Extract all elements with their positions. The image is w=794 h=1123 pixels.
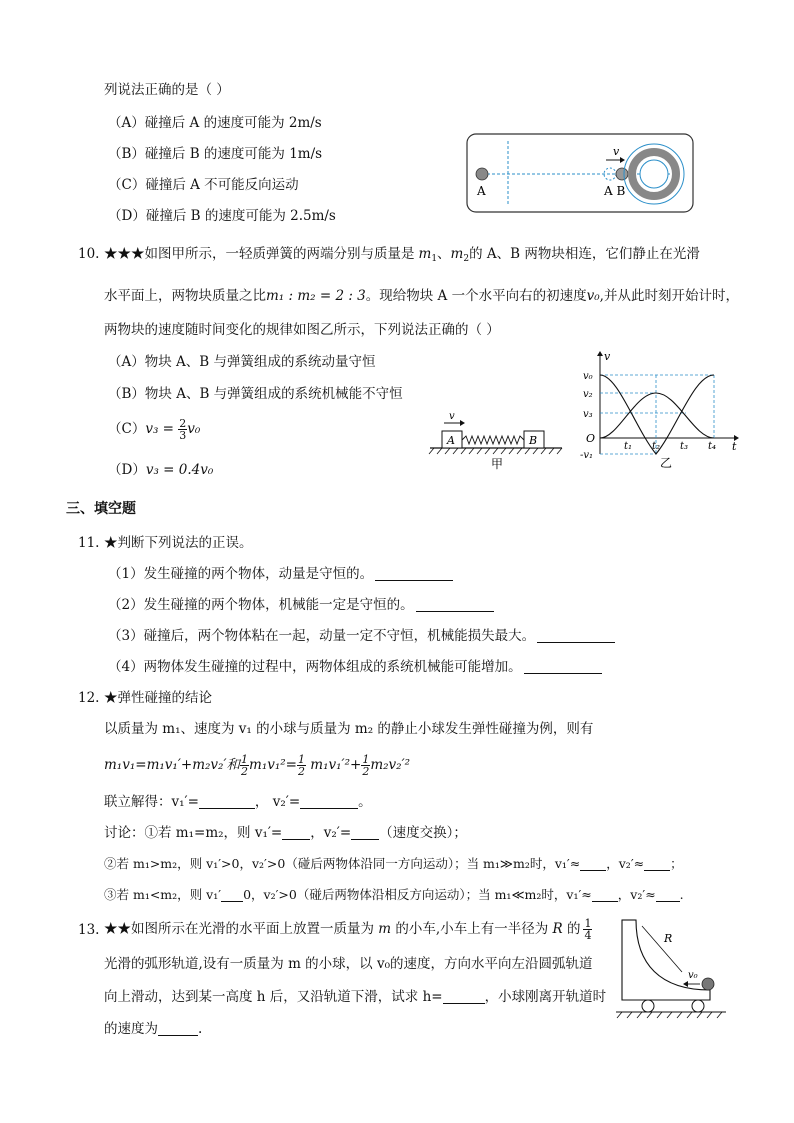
yi-origin: O — [586, 432, 596, 445]
q9-collision-figure — [466, 133, 696, 213]
answer-blank[interactable] — [580, 856, 606, 871]
jia-v-label: v — [449, 411, 455, 422]
answer-blank[interactable] — [158, 1021, 198, 1036]
jia-a-label: A — [447, 434, 455, 447]
yi-tick-v2: v₂ — [583, 389, 593, 400]
q13-line2: 光滑的弧形轨道,设有一质量为 m 的小球，以 v₀的速度，方向水平向左沿圆弧轨道 — [104, 956, 593, 972]
answer-blank[interactable] — [592, 887, 618, 902]
q12-title: ★弹性碰撞的结论 — [104, 690, 212, 706]
q11-item-1: （1）发生碰撞的两个物体，动量是守恒的。 — [108, 564, 453, 584]
yi-tick-neg-v1: -v₁ — [580, 450, 594, 461]
wheel-right-icon — [692, 1000, 704, 1012]
q9-option-d: （D）碰撞后 B 的速度可能为 2.5m/s — [108, 208, 336, 224]
ball-a-icon — [476, 168, 488, 180]
answer-blank[interactable] — [537, 628, 615, 643]
q12-line1: 以质量为 m₁、速度为 v₁ 的小球与质量为 m₂ 的静止小球发生弹性碰撞为例，则有 — [104, 721, 594, 737]
jia-b-label: B — [529, 434, 538, 447]
q10-option-c: （C）v₃ = $\frac{2}{3}$ v₀ — [108, 417, 201, 442]
yi-tick-v0: v₀ — [583, 371, 593, 382]
yi-tick-t2: t₂ — [652, 441, 661, 452]
yi-tick-v3: v₃ — [583, 409, 593, 420]
answer-blank[interactable] — [656, 887, 680, 902]
answer-blank[interactable] — [199, 794, 255, 809]
answer-blank[interactable] — [443, 989, 485, 1004]
q12-discussion-3: ③若 m₁<m₂，则 v₁′ 0，v₂′>0（碰后两物体沿相反方向运动）；当 m₁≪m₂时，v₁′≈ ，v₂′≈ . — [104, 887, 684, 902]
q12-discussion-2: ②若 m₁>m₂，则 v₁′>0，v₂′>0（碰后两物体沿同一方向运动）；当 m₁≫m₂时，v₁′≈ ，v₂′≈ ； — [104, 856, 683, 871]
yi-tick-t1: t₁ — [624, 441, 633, 452]
spring-icon — [462, 436, 524, 444]
wheel-left-icon — [642, 1000, 654, 1012]
q9-option-c: （C）碰撞后 A 不可能反向运动 — [108, 177, 299, 193]
answer-blank[interactable] — [351, 825, 379, 840]
q10-option-d: （D）v₃ = 0.4v₀ — [108, 462, 214, 478]
q10-option-a: （A）物块 A、B 与弹簧组成的系统动量守恒 — [108, 354, 376, 370]
answer-blank[interactable] — [300, 794, 358, 809]
q13-r-label: R — [664, 932, 673, 945]
answer-blank[interactable] — [644, 856, 670, 871]
q13-v0-label: v₀ — [688, 970, 698, 981]
jia-caption: 甲 — [491, 457, 504, 471]
answer-blank[interactable] — [375, 566, 453, 581]
q11-number: 11. — [78, 535, 100, 551]
answer-blank[interactable] — [221, 887, 243, 902]
ball-b-icon — [616, 168, 628, 180]
curve-b — [600, 393, 714, 438]
answer-blank[interactable] — [416, 597, 494, 612]
q9-a-label: A — [477, 184, 486, 198]
q12-solve: 联立解得：v₁′= ， v₂′= 。 — [104, 794, 372, 810]
ball-icon — [702, 978, 714, 990]
q10-line2: 水平面上，两物块质量之比m₁ : m₂ = 2 : 3。现给物块 A 一个水平向右的初速度v₀,并从此时刻开始计时， — [104, 288, 739, 304]
q9-v-label: v — [613, 145, 620, 158]
q10-number: 10. — [78, 246, 100, 262]
q11-item-4: （4）两物体发生碰撞的过程中，两物体组成的系统机械能可能增加。 — [108, 657, 602, 677]
q13-line1: ★★如图所示在光滑的水平面上放置一质量为 m 的小车,小车上有一半径为 R 的 $\frac{1}{4}$ — [104, 917, 592, 942]
q9-stem-tail: 列说法正确的是（ ） — [104, 82, 230, 98]
q12-equations: m₁v₁=m₁v₁′+m₂v₂′和 $\frac{1}{2}$ m₁v₁²= $\frac{1}{2}$ m₁v₁′²+ $\frac{1}{2}$ m₂v₂′² — [104, 753, 411, 778]
q10-option-b: （B）物块 A、B 与弹簧组成的系统机械能不守恒 — [108, 386, 403, 402]
q11-item-2: （2）发生碰撞的两个物体，机械能一定是守恒的。 — [108, 595, 494, 615]
q11-item-3: （3）碰撞后，两个物体粘在一起，动量一定不守恒，机械能损失最大。 — [108, 626, 615, 646]
q10-line1: ★★★如图甲所示，一轻质弹簧的两端分别与质量是 $m_1$、$m_2$的 A、B 两物块相连，它们静止在光滑 — [104, 246, 700, 264]
q9-option-b: （B）碰撞后 B 的速度可能为 1m/s — [108, 146, 323, 162]
q13-line3: 向上滑动，达到某一高度 h 后，又沿轨道下滑，试求 h= ，小球刚离开轨道时 — [104, 989, 607, 1005]
q13-number: 13. — [78, 922, 100, 938]
q13-line4: 的速度为 . — [104, 1021, 203, 1037]
q12-number: 12. — [78, 690, 100, 706]
q11-title: ★判断下列说法的正误。 — [104, 535, 253, 551]
q9-ab-label: A B — [604, 184, 626, 198]
yi-tick-t3: t₃ — [680, 441, 689, 452]
answer-blank[interactable] — [282, 825, 310, 840]
yi-caption: 乙 — [660, 456, 673, 470]
yi-x-label: t — [732, 440, 737, 453]
section-title: 三、填空题 — [66, 501, 136, 517]
yi-tick-t4: t₄ — [708, 441, 717, 452]
q10-line3: 两物块的速度随时间变化的规律如图乙所示，下列说法正确的（ ） — [104, 322, 500, 338]
q10-velocity-graph — [580, 350, 740, 470]
yi-y-label: v — [604, 350, 611, 363]
q9-option-a: （A）碰撞后 A 的速度可能为 2m/s — [108, 115, 322, 131]
q13-cart-figure — [612, 912, 732, 1024]
q10-spring-figure — [428, 408, 568, 472]
q12-discussion-1: 讨论：①若 m₁=m₂，则 v₁′= ，v₂′= （速度交换）； — [104, 825, 467, 841]
answer-blank[interactable] — [524, 659, 602, 674]
